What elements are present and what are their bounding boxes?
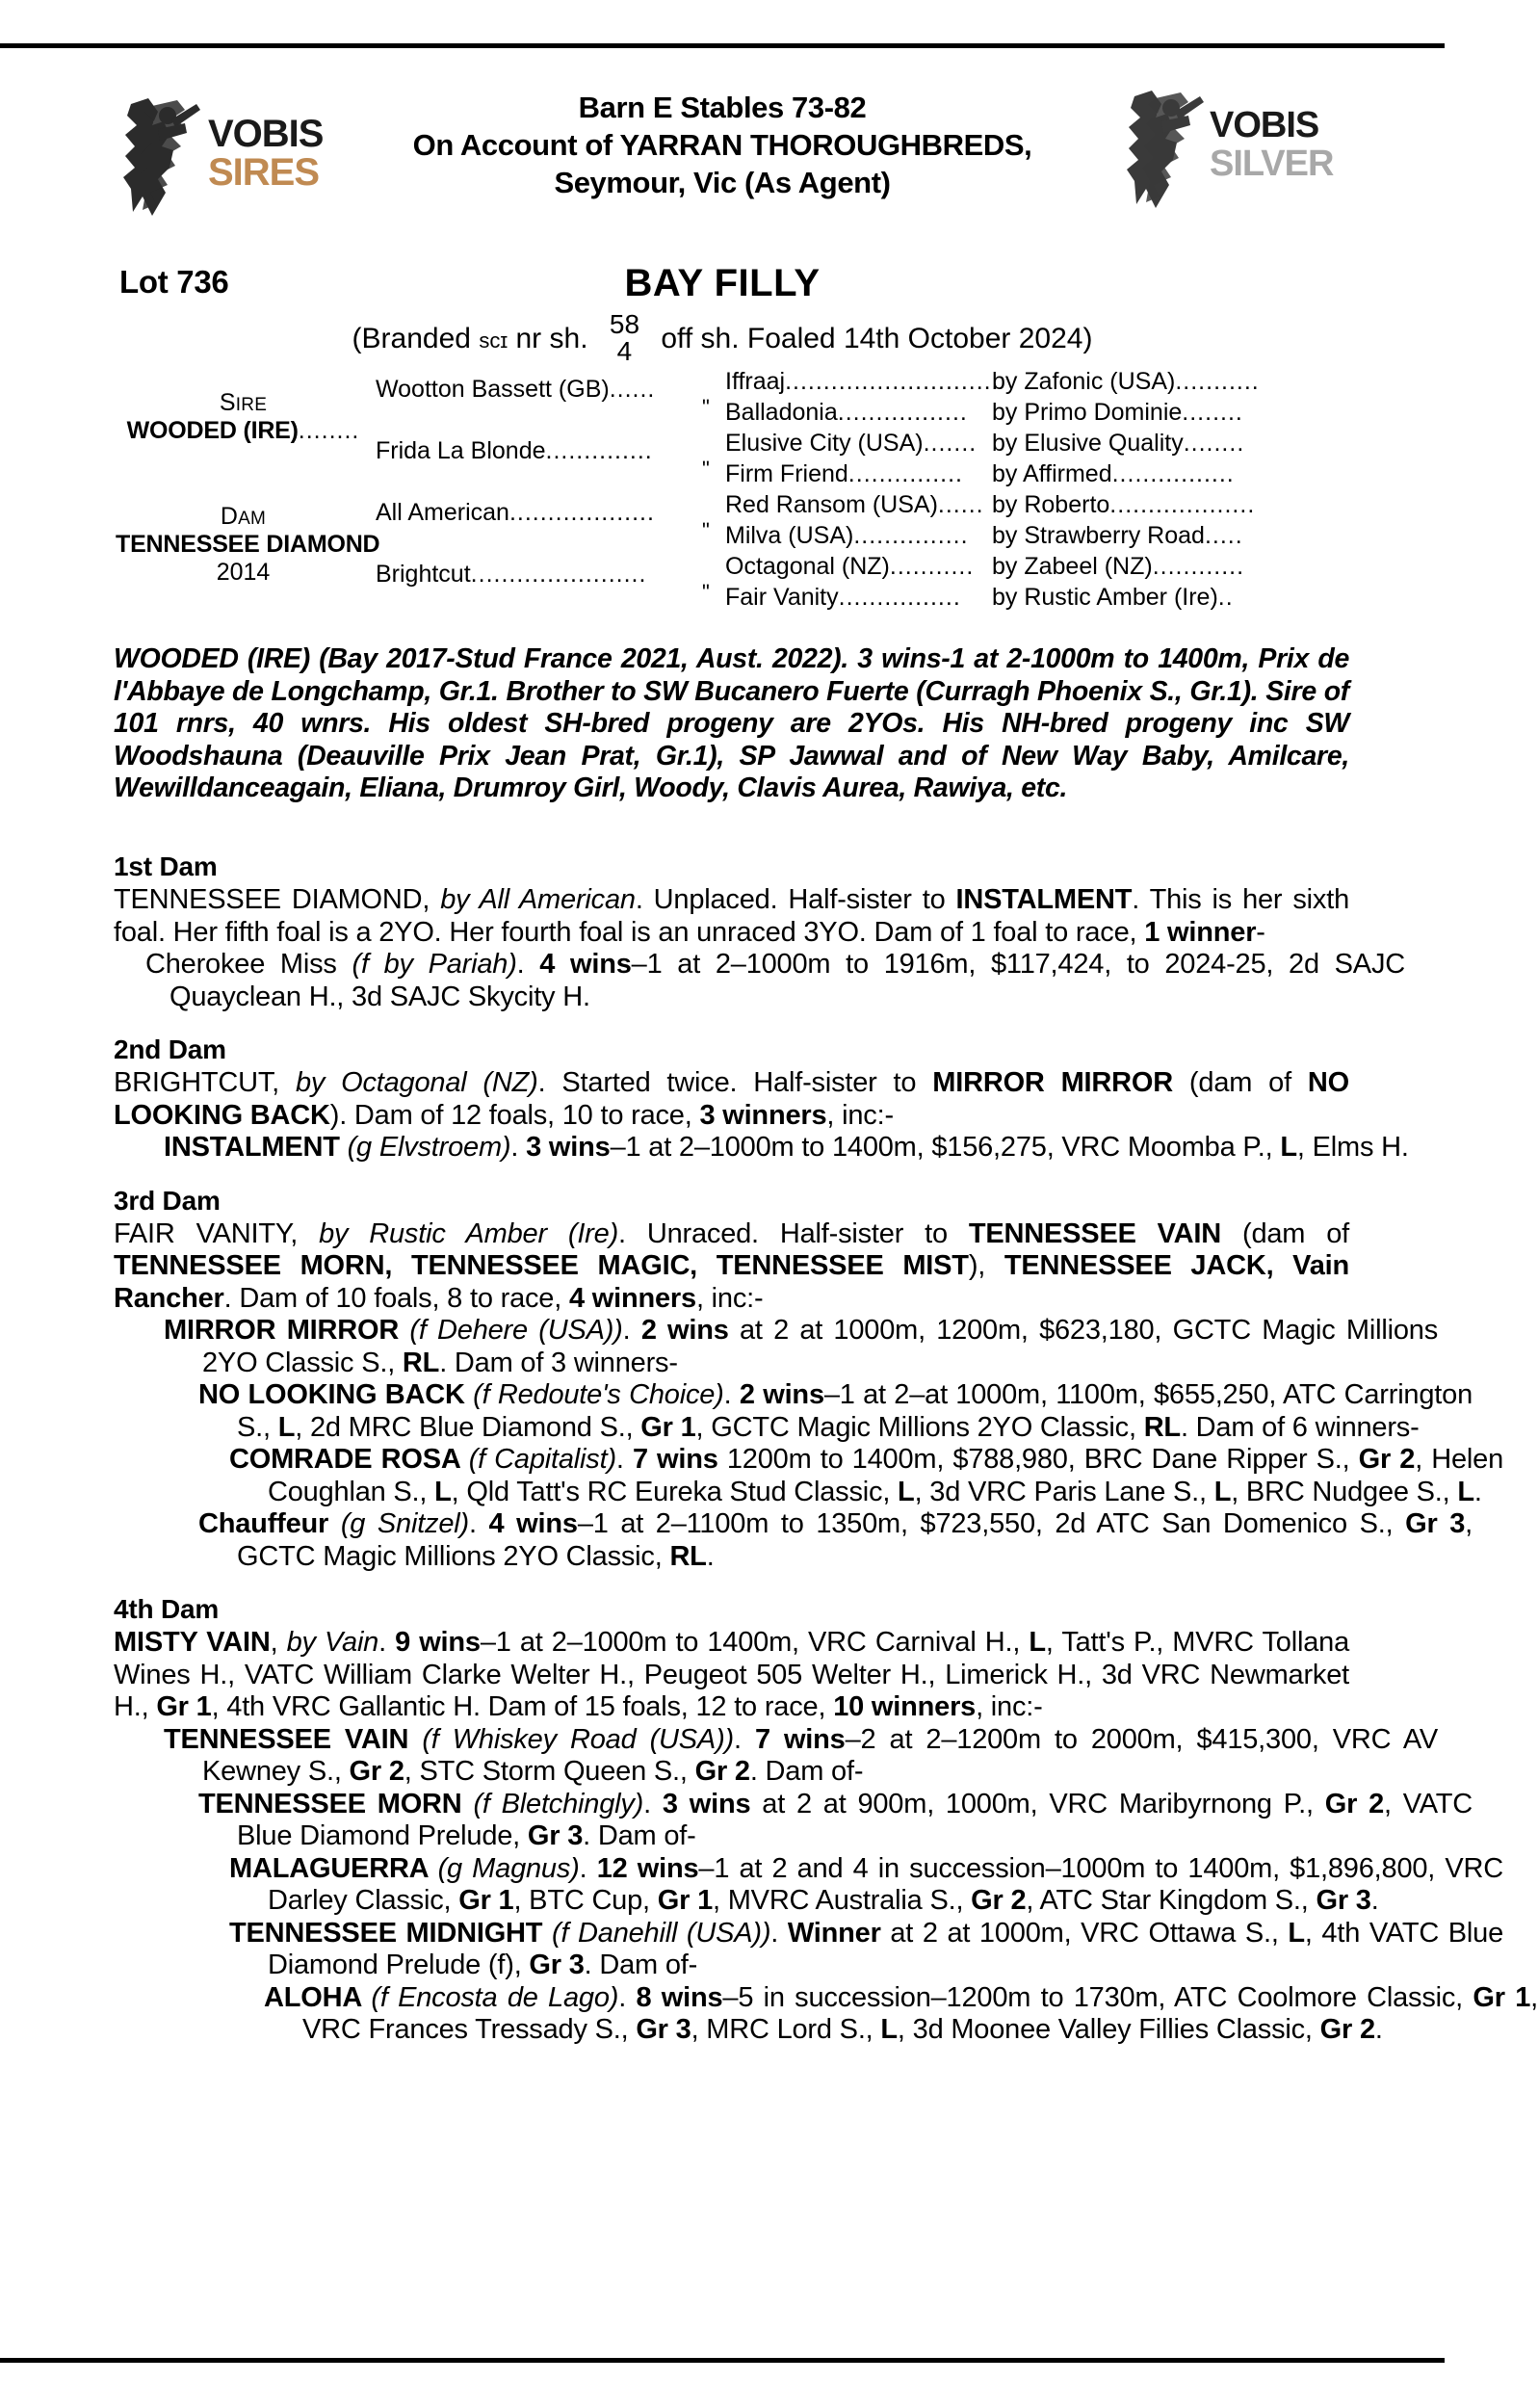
account-line-2: Seymour, Vic (As Agent) — [554, 166, 891, 199]
entry-text-run: –1 at 2–at 1000m, 1100m, $655,250, ATC Carrington S., — [237, 1379, 1473, 1443]
entry-text-run: TENNESSEE VAIN — [164, 1723, 423, 1755]
entry-text-run: . — [643, 1788, 663, 1819]
entry-text-run: 2 wins — [640, 1315, 729, 1346]
entry-text-run: 9 wins — [395, 1627, 481, 1658]
entry-text-run: RL — [1143, 1411, 1181, 1443]
entry-text-run: NO LOOKING BACK — [114, 1067, 1349, 1131]
entry-text-run: by All American — [440, 884, 636, 915]
entry-text-run: . — [378, 1627, 396, 1658]
pedigree-entry — [114, 1379, 1473, 1444]
entry-text-run: 3 wins — [662, 1788, 751, 1819]
entry-text-run: , BRC Nudgee S., — [1231, 1476, 1458, 1507]
entry-text-run: Gr 3 — [636, 2014, 691, 2045]
pedigree-entry — [114, 1444, 1503, 1508]
pedigree-gen3-row — [717, 491, 1382, 522]
entry-text-run: , inc:- — [976, 1691, 1043, 1722]
entry-text-run: , — [270, 1627, 287, 1658]
pedigree-gen3-row — [702, 518, 1382, 553]
entry-text-run: . This is her sixth foal. Her fifth foal is a 2YO. Her fourth foal is an unraced 3YO. Dam of 1 foal to race, — [114, 884, 1350, 948]
pedigree-entry — [114, 1508, 1473, 1573]
vobis-sires-logo — [114, 96, 324, 222]
entry-text-run: , 3d VRC Paris Lane S., — [914, 1476, 1214, 1507]
entry-text-run: Gr 2 — [1324, 1788, 1385, 1819]
entry-text-run: by Octagonal (NZ) — [295, 1067, 538, 1098]
gen3-sireline: by Affirmed................ — [992, 460, 1235, 487]
entry-text-run: –5 in succession–1200m to 1730m, ATC Coolmore Classic, — [722, 1981, 1473, 2013]
gen3-sireline: by Rustic Amber (Ire).. — [992, 584, 1234, 611]
entry-text-run: 3 winners — [699, 1099, 827, 1131]
entry-text-run: Gr 1 — [1473, 1981, 1531, 2013]
entry-text-run: (f Danehill (USA)) — [552, 1917, 771, 1949]
account-line-1: On Account of YARRAN THOROUGHBREDS, — [412, 128, 1032, 162]
entry-text-run: , inc:- — [826, 1099, 894, 1131]
pedigree-entry — [114, 1789, 1473, 1853]
pedigree-entry — [114, 1853, 1503, 1918]
entry-text-run: . — [706, 1540, 715, 1572]
entry-text-run: TENNESSEE MORN — [198, 1788, 474, 1819]
entry-text-run: 4 winners — [568, 1282, 696, 1314]
pedigree-gen3-row — [702, 395, 1382, 430]
entry-text-run: L — [277, 1411, 296, 1443]
entry-text-run: (f Redoute's Choice) — [473, 1379, 724, 1410]
entry-text-run: MIRROR MIRROR — [932, 1067, 1173, 1098]
brand-symbol: scɪ — [479, 327, 508, 353]
entry-text-run: at 2 at 900m, 1000m, VRC Maribyrnong P., — [750, 1788, 1325, 1819]
sire-label: SIRE — [219, 389, 268, 416]
entry-text-run: , Helen Coughlan S., — [268, 1444, 1503, 1507]
entry-text-run: , GCTC Magic Millions 2YO Classic, — [695, 1411, 1144, 1443]
granddam-sire-side: Frida La Blonde.............. — [376, 437, 653, 464]
entry-text-run: . — [516, 949, 540, 980]
entry-text-run: Gr 1 — [640, 1411, 696, 1443]
entry-text-run: at 2 at 1000m, VRC Ottawa S., — [880, 1917, 1289, 1949]
entry-text-run: (f Encosta de Lago) — [371, 1981, 619, 2013]
gen3-sireline: by Zafonic (USA)........... — [992, 368, 1260, 395]
entry-text-run: (f by Pariah) — [352, 949, 517, 980]
entry-text-run: Gr 1 — [156, 1691, 212, 1722]
ditto-mark: ʺ — [702, 457, 710, 481]
branded-prefix: (Branded — [352, 322, 471, 354]
branded-suffix: off sh. Foaled 14th October 2024) — [661, 322, 1093, 354]
entry-text-run: . — [723, 1379, 740, 1410]
pedigree-entry — [114, 1067, 1349, 1132]
entry-text-run: ). Dam of 12 foals, 10 to race, — [329, 1099, 700, 1131]
entry-text-run: Gr 2 — [694, 1756, 750, 1787]
pedigree-gen3-row — [702, 580, 1382, 615]
entry-text-run: , Elms H. — [1296, 1132, 1409, 1163]
gen3-name: Red Ransom (USA)...... — [725, 491, 984, 518]
entry-text-run: . — [1374, 2014, 1383, 2045]
entry-text-run: TENNESSEE JACK, Vain Rancher — [114, 1250, 1350, 1314]
gen3-name: Firm Friend............... — [725, 460, 963, 487]
dam-sections — [0, 851, 1538, 2047]
svg-text:SIRES: SIRES — [208, 151, 320, 194]
sire-block — [116, 389, 371, 445]
entry-text-run: L — [1288, 1917, 1305, 1949]
grandsire-sire-side: Wootton Bassett (GB)...... — [376, 376, 656, 403]
entry-text-run: Chauffeur — [198, 1508, 341, 1539]
entry-text-run: . Started twice. Half-sister to — [537, 1067, 933, 1098]
dam-section-heading: 4th Dam — [114, 1594, 220, 1624]
entry-text-run: . — [469, 1508, 489, 1539]
entry-text-run: RL — [402, 1347, 440, 1378]
pedigree-gen3-row — [702, 457, 1382, 491]
entry-text-run: Gr 3 — [1316, 1885, 1371, 1916]
pedigree-entry — [114, 1315, 1438, 1379]
entry-text-run: , MRC Lord S., — [691, 2014, 881, 2045]
entry-text-run: , BTC Cup, — [513, 1885, 658, 1916]
entry-text-run: , VATC Blue Diamond Prelude, — [237, 1788, 1473, 1851]
gen3-name: Milva (USA)............... — [725, 522, 969, 549]
page-header — [0, 89, 1445, 257]
entry-text-run: . — [618, 1981, 637, 2013]
entry-text-run: Gr 1 — [458, 1885, 514, 1916]
entry-text-run: TENNESSEE VAIN — [968, 1217, 1222, 1249]
entry-text-run: , 4th VRC Gallantic H. Dam of 15 foals, 12 to race, — [211, 1691, 834, 1722]
entry-text-run: , VRC Frances Tressady S., — [302, 1981, 1538, 2045]
entry-text-run: Gr 2 — [971, 1885, 1027, 1916]
entry-text-run: Gr 3 — [1405, 1508, 1466, 1539]
granddam-dam-side: Brightcut....................... — [376, 561, 647, 588]
entry-text-run: (dam of — [1221, 1217, 1349, 1249]
svg-text:SILVER: SILVER — [1210, 144, 1334, 184]
entry-text-run: 2 wins — [739, 1379, 824, 1410]
entry-text-run: 10 winners — [833, 1691, 977, 1722]
entry-text-run: INSTALMENT — [164, 1132, 348, 1163]
entry-text-run: . Dam of- — [749, 1756, 864, 1787]
entry-text-run: , inc:- — [695, 1282, 764, 1314]
entry-text-run: 12 wins — [596, 1852, 699, 1884]
entry-text-run: BRIGHTCUT, — [114, 1067, 296, 1098]
top-divider-rule — [0, 43, 1445, 48]
entry-text-run: . — [510, 1132, 527, 1163]
entry-text-run: Gr 3 — [527, 1820, 584, 1851]
entry-text-run: by Rustic Amber (Ire) — [319, 1217, 619, 1249]
entry-text-run: (f Capitalist) — [468, 1444, 616, 1475]
entry-text-run: FAIR VANITY, — [114, 1217, 320, 1249]
entry-text-run: . Dam of 6 winners- — [1180, 1411, 1420, 1443]
entry-text-run: 1200m to 1400m, $788,980, BRC Dane Ripper S., — [717, 1444, 1359, 1475]
entry-text-run: . Dam of- — [584, 1950, 698, 1980]
dam-section-heading: 3rd Dam — [114, 1185, 221, 1216]
pedigree-entry — [114, 949, 1405, 1013]
entry-text-run: 7 wins — [754, 1723, 846, 1755]
entry-text-run: . Dam of- — [583, 1820, 696, 1851]
entry-text-run: –1 at 2 and 4 in succession–1000m to 1400m, $1,896,800, VRC Darley Classic, — [268, 1852, 1504, 1916]
pedigree-gen3-row — [717, 430, 1382, 460]
pedigree-table — [0, 368, 1445, 614]
vobis-silver-logo — [1117, 89, 1334, 214]
entry-text-run: (f Bletchingly) — [473, 1788, 644, 1819]
entry-text-run: . — [734, 1723, 755, 1755]
entry-text-run: . Unraced. Half-sister to — [618, 1217, 969, 1249]
dam-foaling-year: 2014 — [216, 559, 271, 586]
dam-name: TENNESSEE DIAMOND — [116, 531, 380, 558]
entry-text-run: TENNESSEE MORN, TENNESSEE MAGIC, TENNESSEE MIST — [114, 1250, 969, 1281]
gen3-name: Iffraaj............................ — [725, 368, 1000, 395]
pedigree-gen3-row — [717, 553, 1382, 584]
dam-block — [116, 503, 380, 587]
ditto-mark: ʺ — [702, 518, 710, 542]
dam-section-heading: 2nd Dam — [114, 1034, 226, 1064]
entry-text-run: L — [880, 2014, 898, 2045]
sire-summary-paragraph: WOODED (IRE) (Bay 2017-Stud France 2021, Aust. 2022). 3 wins-1 at 2-1000m to 1400m, Prix de l'Abbaye de Longchamp, Gr.1. Brother to SW Bucanero Fuerte (Curragh Phoenix S., Gr.1). Sire of 101 rnrs, 40 wnrs. His oldest SH-bred progeny are 2YOs. His NH-bred progeny inc SW Woodshauna (Deauville Prix Jean Prat, Gr.1), SP Jawwal and of New Way Baby, Amilcare, Wewilldanceagain, Eliana, Drumroy Girl, Woody, Clavis Aurea, Rawiya, etc. — [114, 643, 1349, 803]
entry-text-run: 3 wins — [526, 1132, 611, 1163]
brand-numerator: 58 — [609, 309, 640, 339]
gen3-sireline: by Zabeel (NZ)............ — [992, 553, 1245, 580]
entry-text-run: (g Elvstroem) — [347, 1132, 511, 1163]
page-title: BAY FILLY — [624, 262, 821, 304]
entry-text-run: COMRADE ROSA — [229, 1444, 469, 1475]
entry-text-run: L — [434, 1476, 452, 1507]
entry-text-run: 4 wins — [488, 1508, 578, 1539]
grandsire-dam-side: All American................... — [376, 499, 655, 526]
gen3-name: Elusive City (USA)....... — [725, 430, 978, 457]
entry-text-run: –1 at 2–1100m to 1350m, $723,550, 2d ATC San Domenico S., — [577, 1508, 1406, 1539]
entry-text-run: L — [898, 1476, 915, 1507]
entry-text-run: L — [1029, 1627, 1046, 1658]
entry-text-run: , 3d Moonee Valley Fillies Classic, — [897, 2014, 1320, 2045]
pedigree-entry — [114, 1132, 1438, 1165]
entry-text-run: , 4th VATC Blue Diamond Prelude (f), — [268, 1917, 1504, 1980]
entry-text-run: MALAGUERRA — [229, 1852, 438, 1884]
dam-section-heading: 1st Dam — [114, 851, 218, 881]
entry-text-run: –1 at 2–1000m to 1916m, $117,424, to 2024-25, 2d SAJC Quayclean H., 3d SAJC Skycity H. — [169, 949, 1405, 1012]
entry-text-run: Gr 2 — [1358, 1444, 1416, 1475]
entry-text-run: 1 winner — [1144, 916, 1257, 948]
entry-text-run: , STC Storm Queen S., — [404, 1756, 695, 1787]
branding-description — [318, 309, 1127, 367]
entry-text-run: ALOHA — [264, 1981, 372, 2013]
ditto-mark: ʺ — [702, 580, 710, 604]
entry-text-run: . Dam of 3 winners- — [439, 1347, 678, 1378]
entry-text-run: - — [1256, 916, 1265, 948]
entry-text-run: . — [770, 1917, 788, 1949]
entry-text-run: . — [579, 1852, 597, 1884]
gen3-name: Fair Vanity................ — [725, 584, 961, 611]
entry-text-run: INSTALMENT — [955, 884, 1133, 915]
entry-text-run: Gr 2 — [1319, 2014, 1375, 2045]
gen3-name: Balladonia................. — [725, 399, 968, 426]
pedigree-entry — [114, 1982, 1538, 2047]
entry-text-run: NO LOOKING BACK — [198, 1379, 474, 1410]
pedigree-gen3-row — [717, 368, 1382, 399]
entry-text-run: . — [615, 1444, 633, 1475]
entry-text-run: , Tatt's P., MVRC Tollana Wines H., VATC William Clarke Welter H., Peugeot 505 Welter H., Limerick H., 3d VRC Newmarket H., — [114, 1627, 1349, 1722]
pedigree-entry — [114, 1724, 1438, 1789]
entry-text-run: . Unplaced. Half-sister to — [635, 884, 956, 915]
entry-text-run: . — [622, 1315, 641, 1346]
branded-near-shoulder: nr sh. — [515, 322, 588, 354]
entry-text-run: Gr 2 — [349, 1756, 404, 1787]
entry-text-run: Cherokee Miss — [145, 949, 352, 980]
entry-text-run: TENNESSEE DIAMOND, — [114, 884, 441, 915]
brand-denominator: 4 — [616, 336, 633, 366]
entry-text-run: 4 wins — [539, 949, 632, 980]
entry-text-run: 8 wins — [636, 1981, 723, 2013]
entry-text-run: . — [1473, 1476, 1482, 1507]
entry-text-run: L — [1213, 1476, 1232, 1507]
entry-text-run: L — [1280, 1132, 1297, 1163]
entry-text-run: . — [1370, 1885, 1379, 1916]
pedigree-entry — [114, 1627, 1349, 1724]
dam-label: DAM — [220, 503, 267, 530]
gen3-sireline: by Roberto................... — [992, 491, 1256, 518]
entry-text-run: , 2d MRC Blue Diamond S., — [295, 1411, 641, 1443]
svg-text:VOBIS: VOBIS — [208, 113, 324, 155]
sire-name: WOODED (IRE)........ — [126, 417, 360, 444]
entry-text-run: , MVRC Australia S., — [713, 1885, 972, 1916]
entry-text-run: TENNESSEE MIDNIGHT — [229, 1917, 553, 1949]
svg-text:VOBIS: VOBIS — [1210, 105, 1319, 145]
entry-text-run: Gr 1 — [657, 1885, 713, 1916]
entry-text-run: . Dam of 10 foals, 8 to race, — [223, 1282, 569, 1314]
gen3-sireline: by Elusive Quality........ — [992, 430, 1245, 457]
bottom-divider-rule — [0, 2358, 1445, 2363]
pedigree-entry — [114, 884, 1349, 949]
entry-text-run: (g Magnus) — [437, 1852, 580, 1884]
entry-text-run: , Qld Tatt's RC Eureka Stud Classic, — [451, 1476, 899, 1507]
entry-text-run: Winner — [787, 1917, 881, 1949]
entry-text-run: –1 at 2–1000m to 1400m, VRC Carnival H., — [480, 1627, 1030, 1658]
entry-text-run: , GCTC Magic Millions 2YO Classic, — [237, 1508, 1473, 1572]
entry-text-run: RL — [669, 1540, 707, 1572]
consignor-header — [318, 89, 1127, 201]
pedigree-entry — [114, 1918, 1503, 1982]
ditto-mark: ʺ — [702, 395, 710, 419]
pedigree-entry — [114, 1218, 1349, 1316]
entry-text-run: (f Dehere (USA)) — [409, 1315, 623, 1346]
entry-text-run: (g Snitzel) — [340, 1508, 469, 1539]
entry-text-run: by Vain — [286, 1627, 379, 1658]
entry-text-run: (dam of — [1173, 1067, 1308, 1098]
entry-text-run: MIRROR MIRROR — [164, 1315, 410, 1346]
lot-number: Lot 736 — [119, 264, 229, 300]
entry-text-run: ), — [968, 1250, 1004, 1281]
gen3-sireline: by Primo Dominie........ — [992, 399, 1243, 426]
entry-text-run: 7 wins — [632, 1444, 718, 1475]
entry-text-run: at 2 at 1000m, 1200m, $623,180, GCTC Magic Millions 2YO Classic S., — [202, 1315, 1438, 1378]
barn-location: Barn E Stables 73-82 — [578, 91, 867, 124]
gen3-sireline: by Strawberry Road..... — [992, 522, 1243, 549]
brand-number-fraction — [610, 311, 639, 365]
entry-text-run: (f Whiskey Road (USA)) — [422, 1723, 734, 1755]
entry-text-run: , ATC Star Kingdom S., — [1026, 1885, 1316, 1916]
lot-title-row — [0, 262, 1445, 312]
gen3-name: Octagonal (NZ)........... — [725, 553, 975, 580]
entry-text-run: L — [1457, 1476, 1474, 1507]
entry-text-run: Gr 3 — [529, 1950, 585, 1980]
entry-text-run: –1 at 2–1000m to 1400m, $156,275, VRC Moomba P., — [610, 1132, 1281, 1163]
entry-text-run: –2 at 2–1200m to 2000m, $415,300, VRC AV Kewney S., — [202, 1723, 1438, 1787]
entry-text-run: MISTY VAIN — [114, 1627, 271, 1658]
